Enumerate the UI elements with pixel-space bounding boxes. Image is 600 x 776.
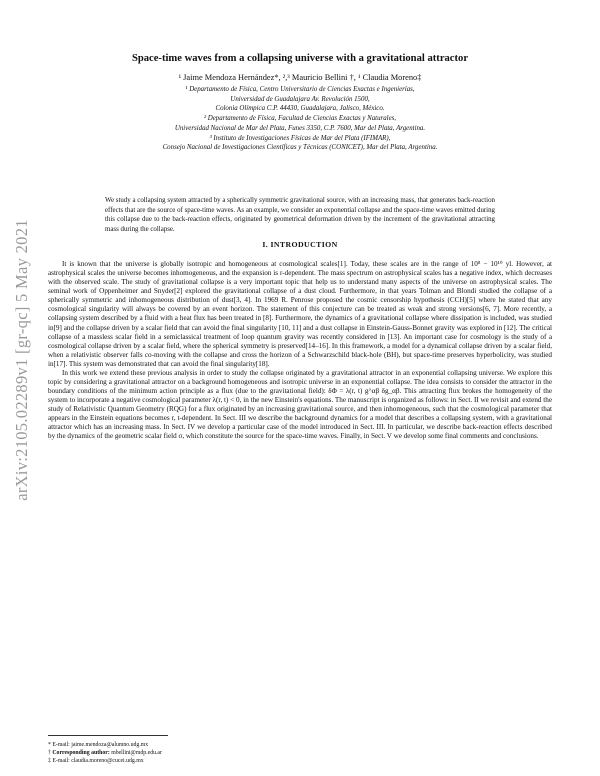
affiliation-line: ² Departamento de Física, Facultad de Ciencias Exactas y Naturales, [203,115,397,123]
affiliation-line: Consejo Nacional de Investigaciones Científicas y Técnicas (CONICET), Mar del Plata, Argentina. [162,144,438,152]
footnote-mark: ‡ [48,758,51,765]
footnote-label: E-mail: [52,758,70,765]
affiliation-line: Universidad de Guadalajara Av. Revolución 1500, [230,95,370,103]
footnote-label: Corresponding author: [52,750,110,757]
paragraph: It is known that the universe is globally isotropic and homogeneous at cosmological scales[1]. Today, these scales are in the range of 10⁸ − 10¹⁰ yl. However, at astrophysical scales the universe becomes inhomogeneous, and the expansion is r-dependent. The mass spectrum on astrophysical scales has a negative index, which decreases with the observed scale. The study of gravitational collapse is a very important topic that help us to understand many aspects of the universe on astrophysical scales. The seminal work of Oppenheimer and Snyder[2] explored the gravitational collapse of a dust cloud. Furthermore, in that years Tolman and Blondi studied the collapse of a spherically symmetric and inhomogeneous distribution of dust[3, 4]. In 1969 R. Penrose proposed the cosmic censorship hypothesis (CCH)[5] where he stated that any cosmological singularity will always be covered by an event horizon. The statement of this conjecture can be treated as weak and strong versions[6, 7]. More recently, a collapsing system described by a fluid with a heat flux has been treated in [8]. Furthermore, the dynamics of a gravitational collapse where dissipation is included, was studied in[9] and the collapse driven by a scalar field that can avoid the final singularity [10, 11] and a dust collapse in Einstein-Gauss-Bonnet gravity was explored in [12]. The critical collapse of a massless scalar field in a semiclassical treatment of loop quantum gravity was recently considered in [13]. An important case for cosmology is the study of a cosmological collapse driven by a scalar field, where the spherical symmetry is preserved[14–16]. In this framework, a model for a dynamical collapse driven by a scalar field, when a relativistic observer falls co-moving with the collapse and cross the horizon of a Schwarzschild black-hole (BH), but space-time preserves hyperbolicity, was studied in[17]. This system was demonstrated that can avoid the final singularity[18]. [48,260,552,368]
footnote-email[interactable]: jaime.mendoza@alumno.udg.mx [71,742,149,748]
affiliation-line: ¹ Departamento de Física, Centro Universitario de Ciencias Exactas e Ingenierías, [185,86,415,93]
footnote-rule [48,735,168,736]
abstract: We study a collapsing system attracted by a spherically symmetric gravitational source, with an increasing mass, that generates back-reaction effects that are the source of space-time waves. As an example, we consider an exponential collapse and the space-time waves emitted during this collapse due to the back-reaction effects, originated by geometrical deformation driven by the increment of the gravitational attracting mass during the collapse. [105,197,495,233]
footnote-email[interactable]: claudia.moreno@cucei.udg.mx [71,758,144,765]
affiliation-line: Colonia Olímpica C.P. 44430, Guadalajara, Jalisco, México. [215,105,385,113]
paragraph: In this work we extend these previous analysis in order to study the collapse originated by a gravitational attractor in an exponential collapsing universe. We explore this topic by considering a gravitational attractor on a background homogeneous and isotropic universe in an exponential collapse. The idea consists to consider the attractor in the boundary conditions of the minimum action principle as a flux (due to the gravitational field): δΦ = λ(r, t) g^αβ δg_αβ. This attracting flux brokes the homogeneity of the system to incorporate a negative cosmological parameter λ(r, t) < 0, in the new Einstein's equations. The manuscript is organized as follows: in Sect. II we revisit and extend the study of Relativistic Quantum Geometry (RQG) for a flux originated by an increasing gravitational source, and then inhomogeneous, such that the cosmological parameter that appears in the Einstein equations becomes r, t-dependent. In Sect. III we describe the background dynamics for a model that describes a collapsing system, with a gravitational attractor which has an increasing mass. In Sect. IV we develop a particular case of the model introduced in Sect. III. In particular, we describe back-reaction effects described by the dynamics of the geometric scalar field σ, which constitute the source for the space-time waves. Finally, in Sect. V we develop some final comments and conclusions. [48,368,552,441]
footnote-email[interactable]: mbellini@mdp.edu.ar [111,750,162,757]
author-list: ¹ Jaime Mendoza Hernández*, ²,³ Mauricio Bellini †, ¹ Claudia Moreno‡ [178,73,422,82]
arxiv-identifier: arXiv:2105.02289v1 [gr-qc] 5 May 2021 [12,219,31,501]
footnote-mark: * [48,742,51,748]
section-heading: I. INTRODUCTION [262,240,338,249]
footnote [48,757,162,765]
affiliation-line: Universidad Nacional de Mar del Plata, Funes 3350, C.P. 7600, Mar del Plata, Argentina. [174,124,426,132]
paper-title: Space-time waves from a collapsing universe with a gravitational attractor [131,53,469,64]
affiliations [70,85,530,153]
body-text [48,260,552,442]
footnote-mark: † [48,750,51,757]
footnote [48,749,162,757]
affiliation-line: ³ Instituto de Investigaciones Físicas de Mar del Plata (IFIMAR), [209,134,391,142]
arxiv-side-stamp [8,150,36,570]
footnote-label: E-mail: [52,742,70,748]
footnote [48,741,162,749]
footnotes [48,741,162,765]
